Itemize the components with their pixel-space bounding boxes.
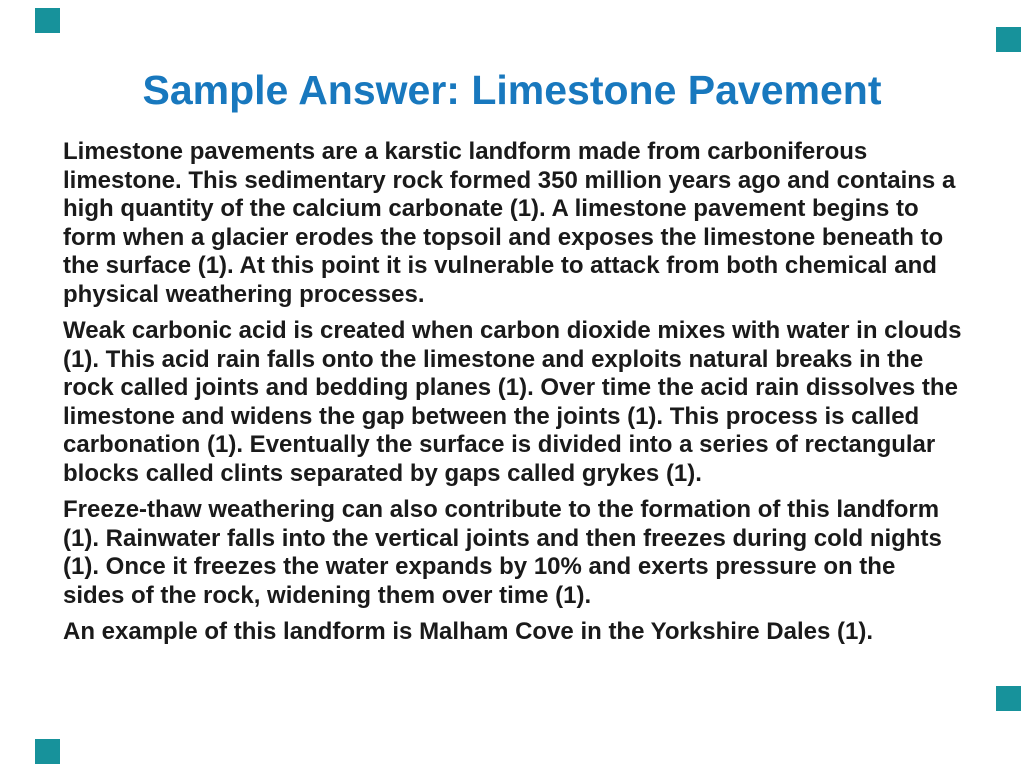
accent-square-bottom-right [996, 686, 1021, 711]
accent-square-top-right [996, 27, 1021, 52]
slide-body [63, 138, 963, 647]
paragraph-3: Freeze-thaw weathering can also contribute to the formation of this landform (1). Rainwater falls into the vertical joints and then freezes during cold nights (1). Once it freezes the water expands by 10% and exerts pressure on the sides of the rock, widening them over time (1). [63, 496, 942, 609]
slide-title: Sample Answer: Limestone Pavement [142, 67, 882, 113]
accent-square-bottom-left [35, 739, 60, 764]
paragraph-1: Limestone pavements are a karstic landform made from carboniferous limestone. This sedimentary rock formed 350 million years ago and contains a high quantity of the calcium carbonate (1). A limestone pavement begins to form when a glacier erodes the topsoil and exposes the limestone beneath to the surface (1). At this point it is vulnerable to attack from both chemical and physical weathering processes. [63, 138, 956, 308]
paragraph-4: An example of this landform is Malham Cove in the Yorkshire Dales (1). [63, 618, 873, 645]
paragraph-2: Weak carbonic acid is created when carbon dioxide mixes with water in clouds (1). This acid rain falls onto the limestone and exploits natural breaks in the rock called joints and bedding planes (1). Over time the acid rain dissolves the limestone and widens the gap between the joints (1). This process is called carbonation (1). Eventually the surface is divided into a series of rectangular blocks called clints separated by gaps called grykes (1). [63, 317, 962, 487]
accent-square-top-left [35, 8, 60, 33]
